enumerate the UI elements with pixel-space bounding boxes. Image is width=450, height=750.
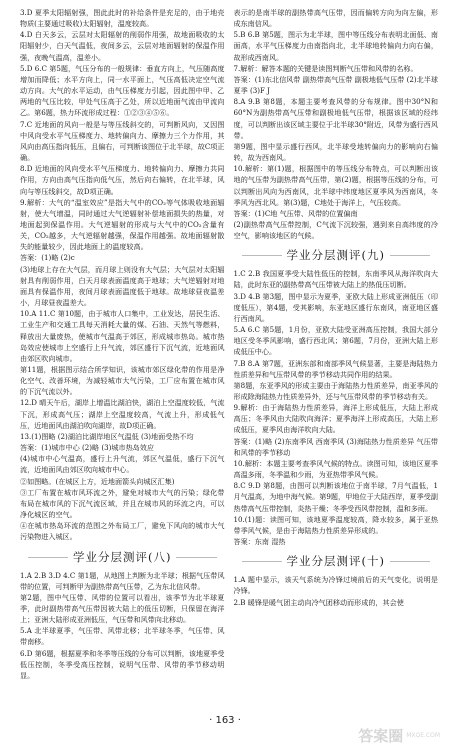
left_column-paragraph: (3)地球上存在大气层，而月球上则没有大气层；大气层对太阳辐射具有削弱作用，白天月球表面温度高于地球；大气逆辐射对地面具有保温作用，夜间月球表面温度低于地球。故地球昼夜温差小，月球昼夜温差大。 bbox=[20, 264, 225, 308]
right_column-paragraph: 答案：(1)C地 气压带、风带的位置偏南 bbox=[233, 208, 358, 218]
section_9-paragraph: 第8题，东亚季风的形成主要由于海陆热力性质差异，南亚季风的形成除海陆热力性质差异外，还与气压带风带的季节移动有关。 bbox=[233, 380, 438, 401]
section_9-paragraph: 5.A 6.C 第5题，1月份，亚欧大陆受亚洲高压控制，我国大部分地区受冬季风影响，盛行西北风；第6题，7月份，亚洲大陆上形成低压中心。 bbox=[233, 325, 438, 357]
right_column-paragraph: 10.解析：第(1)题，根据图中的等压线分布特点，可以判断出该地的气压带为副热带高气压带，第(2)题，根据等压线的分布，可以判断出风向为西南风，北半球中纬度地区夏季风为西南风，冬季风为西北风。第(3)题，C地处于海洋上，气压较高。 bbox=[233, 164, 438, 207]
left_column-paragraph: 5.D 6.C 第5题，气压分布的一般规律：垂直方向上，气压随高度增加而降低；水平方向上，同一水平面上，气压高低决定空气流动方向。大气的水平运动，由气压梯度力引起，因此图中甲、乙两地的气压比较，甲处气压高于乙处，所以近地面气流由甲流向乙。第6题，热力环流形成过程：①②③④⑤⑥。 bbox=[20, 63, 225, 118]
section_9-paragraph: 9.解析：由于海陆热力性质差异，海洋上形成低压，大陆上形成高压；冬季风由大陆吹向海洋；夏季海洋上形成高压，大陆上形成低压，夏季风由海洋吹向大陆。 bbox=[233, 403, 438, 435]
section-title: 学业分层测评(九) bbox=[282, 248, 390, 262]
right_column-paragraph: 第9题，图中显示盛行西风，北半球受地转偏向力的影响向右偏转，故为西南风。 bbox=[233, 141, 438, 163]
section_10-paragraph: 1.A 题中显示，该天气系统为冷锋过境前后的天气变化，说明是冷锋。 bbox=[233, 575, 438, 596]
two-column-body bbox=[20, 7, 438, 715]
left_column-paragraph: 第11题，根据图示结合所学知识，该城市郊区绿化带的作用是净化空气、改善环境，为减轻城市大气污染，工厂应布置在城市风的下沉气流以外。 bbox=[20, 365, 225, 397]
right_column-paragraph: 5.B 6.B 第5题，图示为北半球，图中等压线分布表明北面低、南面高，水平气压梯度力由南指向北，北半球地转偏向力向右偏，故形成西南风。 bbox=[233, 30, 438, 62]
left_column-paragraph: 答案：(1)略 (2)c bbox=[20, 253, 75, 263]
right_column-paragraph: 7.解析：解答本题的关键是读图判断气压带和风带的名称。 bbox=[233, 63, 418, 73]
left_column-paragraph: 9.解析：大气的“温室效应”是指大气中的CO₂等气体吸收地面辐射，使大气增温，同时通过大气逆辐射补偿地面损失的热量，对地面起到保温作用。大气逆辐射的形成与大气中的CO₂含量有关，CO₂越多，大气逆辐射越强，保温作用越强。故地面辐射散失的能量较少，因此地面上的温度较高。 bbox=[20, 197, 225, 252]
section_8-paragraph: 1.A 2.B 3.D 4.C 第1题，从地图上判断为北半球；根据气压带风带的位置，可判断甲为副热带高气压带，乙为东北信风带。 bbox=[20, 570, 225, 591]
section_9-paragraph: 3.D 4.B 第3题，图中显示为夏季，亚欧大陆上形成亚洲低压（印度低压），第4题，受其影响，东亚地区盛行东南风，南亚地区盛行西南风。 bbox=[233, 291, 438, 323]
section_8-paragraph: 第2题，图中气压带、风带的位置可以看出，该季节为北半球夏季，此时副热带高气压带因被大陆上的低压切断，只保留在海洋上；亚洲大陆形成亚洲低压，气压带和风带向北移动。 bbox=[20, 592, 225, 625]
left_column-paragraph: 7.C 近地面的风向一般是与等压线斜交的，可判断风向，又因图中风向受水平气压梯度力、地转偏向力、摩擦力三个力作用，其风向由高压指向低压，且偏右，可判断该图位于北半球，故C项正确。 bbox=[20, 119, 225, 163]
section-8-heading bbox=[20, 550, 225, 564]
right_column-paragraph: 8.A 9.B 第8题，本题主要考查风带的分布规律。图中30°N和60°N为副热带高气压带和副极地低气压带，根据该区域的经纬度，可以判断出该区域主要位于北半球30°附近，风带为盛行西风带。 bbox=[233, 97, 438, 140]
section_9-paragraph: 8.C 9.D 第8题，由图可以判断该地位于南半球，7月气温低，1月气温高，为地中海气候。第9题，甲地位于大陆西岸，夏季受副热带高气压带控制，炎热干燥；冬季受西风带控制，温和多雨。 bbox=[233, 481, 438, 513]
left_column-paragraph: 4.D 白天多云，云层对太阳辐射的削弱作用强，故地面吸收的太阳辐射少，白天气温低，夜间多云，云层对地面辐射的保温作用强，夜晚气温高，温差小。 bbox=[20, 30, 225, 62]
watermark-glyphs: 答案圈 bbox=[358, 726, 404, 745]
section_8-paragraph: 6.D 第6题，根据夏季和冬季等压线的分布可以判断，该地夏季受低压控制，冬季受高压控制，说明气压带、风带的季节移动明显。 bbox=[20, 648, 225, 680]
left_column-paragraph: ④在城市热岛环流的范围之外布局工厂，避免下风向的城市大气污染物进入城区。 bbox=[20, 521, 225, 542]
section_8-paragraph: 5.A 北半球夏季，气压带、风带北移；北半球冬季，气压带、风带南移。 bbox=[20, 626, 225, 647]
left_column-paragraph: 答案：(1)城市中心 (2)略 (3)城市热岛效应 bbox=[20, 443, 154, 453]
section-9-heading bbox=[234, 248, 439, 262]
left_column-paragraph: ③工厂布置在城市风环流之外，避免对城市大气的污染；绿化带布局在城市风的下沉气流区域，并且在城市风的环流之内，可以净化城区的空气。 bbox=[20, 487, 225, 520]
watermark-logo bbox=[350, 724, 440, 746]
left_column-paragraph: ②如图略。(在城区上方，近地面箭头向城区汇集) bbox=[20, 476, 175, 486]
right-column bbox=[234, 7, 439, 715]
section-title: 学业分层测评(八) bbox=[68, 550, 176, 564]
left_column-paragraph: 8.D 近地面的风向受水平气压梯度力、地转偏向力、摩擦力共同作用，方向由高气压指向低气压，然后向右偏转，在北半球，风向与等压线斜交，故D项正确。 bbox=[20, 164, 225, 196]
section_9-paragraph: 1.C 2.B 我国夏季受大陆性低压的控制，东南季风从海洋吹向大陆，此时东亚的副热带高气压带被大陆上的热低压切断。 bbox=[233, 269, 438, 290]
page-number: · 163 · bbox=[209, 715, 241, 726]
right_column-paragraph: (2)副热带高气压带控制，C气流下沉较强，遇到来自高纬度的冷空气，影响该地区的气候。 bbox=[233, 219, 438, 241]
section_9-paragraph: 10.(1)题：读图可知，该地夏季温度较高，降水较多，属于亚热带季风气候，是由于海陆热力性质差异形成的。 bbox=[233, 514, 438, 535]
left_column-paragraph: (4)城市中心气温高，盛行上升气流，郊区气温低，盛行下沉气流，近地面风由郊区吹向城市中心。 bbox=[20, 454, 225, 475]
left_column-paragraph: 10.A 11.C 第10题，由于城市人口集中，工业发达，居民生活、工业生产和交通工具每天消耗大量的煤、石油、天然气等燃料，释放出大量废热，使城市气温高于郊区，形成城市热岛。城市热岛效应使城市上空盛行上升气流，郊区盛行下沉气流，近地面风由郊区吹向城市。 bbox=[20, 309, 225, 363]
section-10-heading bbox=[234, 554, 439, 568]
left-column bbox=[20, 7, 225, 715]
left_column-paragraph: 3.D 夏季太阳辐射强，图此此时的补给条件是充足的，由于地壳物质(主要通过吸收)太阳辐射，温度较高。 bbox=[20, 8, 225, 29]
section_9-paragraph: 10.解析：本题主要考查季风气候的特点。读图可知，该地区夏季高温多雨，冬季温和少雨，为亚热带季风气候。 bbox=[233, 458, 438, 480]
section_9-paragraph: 7.B 8.A 第7题，亚洲东部和南部季风气候显著，主要是海陆热力性质差异和气压带风带的季节移动共同作用的结果。 bbox=[233, 358, 438, 379]
section_9-paragraph: 答案：(1)略 (2)东南季风 西南季风 (3)海陆热力性质差异 气压带和风带的季节移动 bbox=[233, 436, 438, 457]
section_9-paragraph: 答案：东南 湿热 bbox=[233, 537, 286, 547]
left_column-paragraph: 12.D 晴天午后，湖岸上增温比湖泊快，湖泊上空温度较低，气流下沉，形成高气压；湖岸上空温度较高，气流上升，形成低气压，近地面风由湖泊吹向湖岸，故D项正确。 bbox=[20, 398, 225, 430]
left_column-paragraph: 13.(1)图略 (2)湖泊比湖岸地区气温低 (3)地面受热不均 bbox=[20, 431, 194, 441]
watermark-url: MXQE.COM bbox=[406, 731, 440, 739]
section-title: 学业分层测评(十) bbox=[282, 554, 390, 568]
right_column-paragraph: 答案：(1)东北信风带 副热带高气压带 副极地低气压带 (2)北半球夏季 (3)F J bbox=[233, 74, 438, 96]
right_column-paragraph: 表示的是南半球的副热带高气压带，因而偏转方向为向左偏，形成东南信风。 bbox=[233, 8, 438, 29]
section_10-paragraph: 2.B 暖锋是暖气团主动向冷气团移动而形成的，其会使 bbox=[233, 597, 404, 607]
